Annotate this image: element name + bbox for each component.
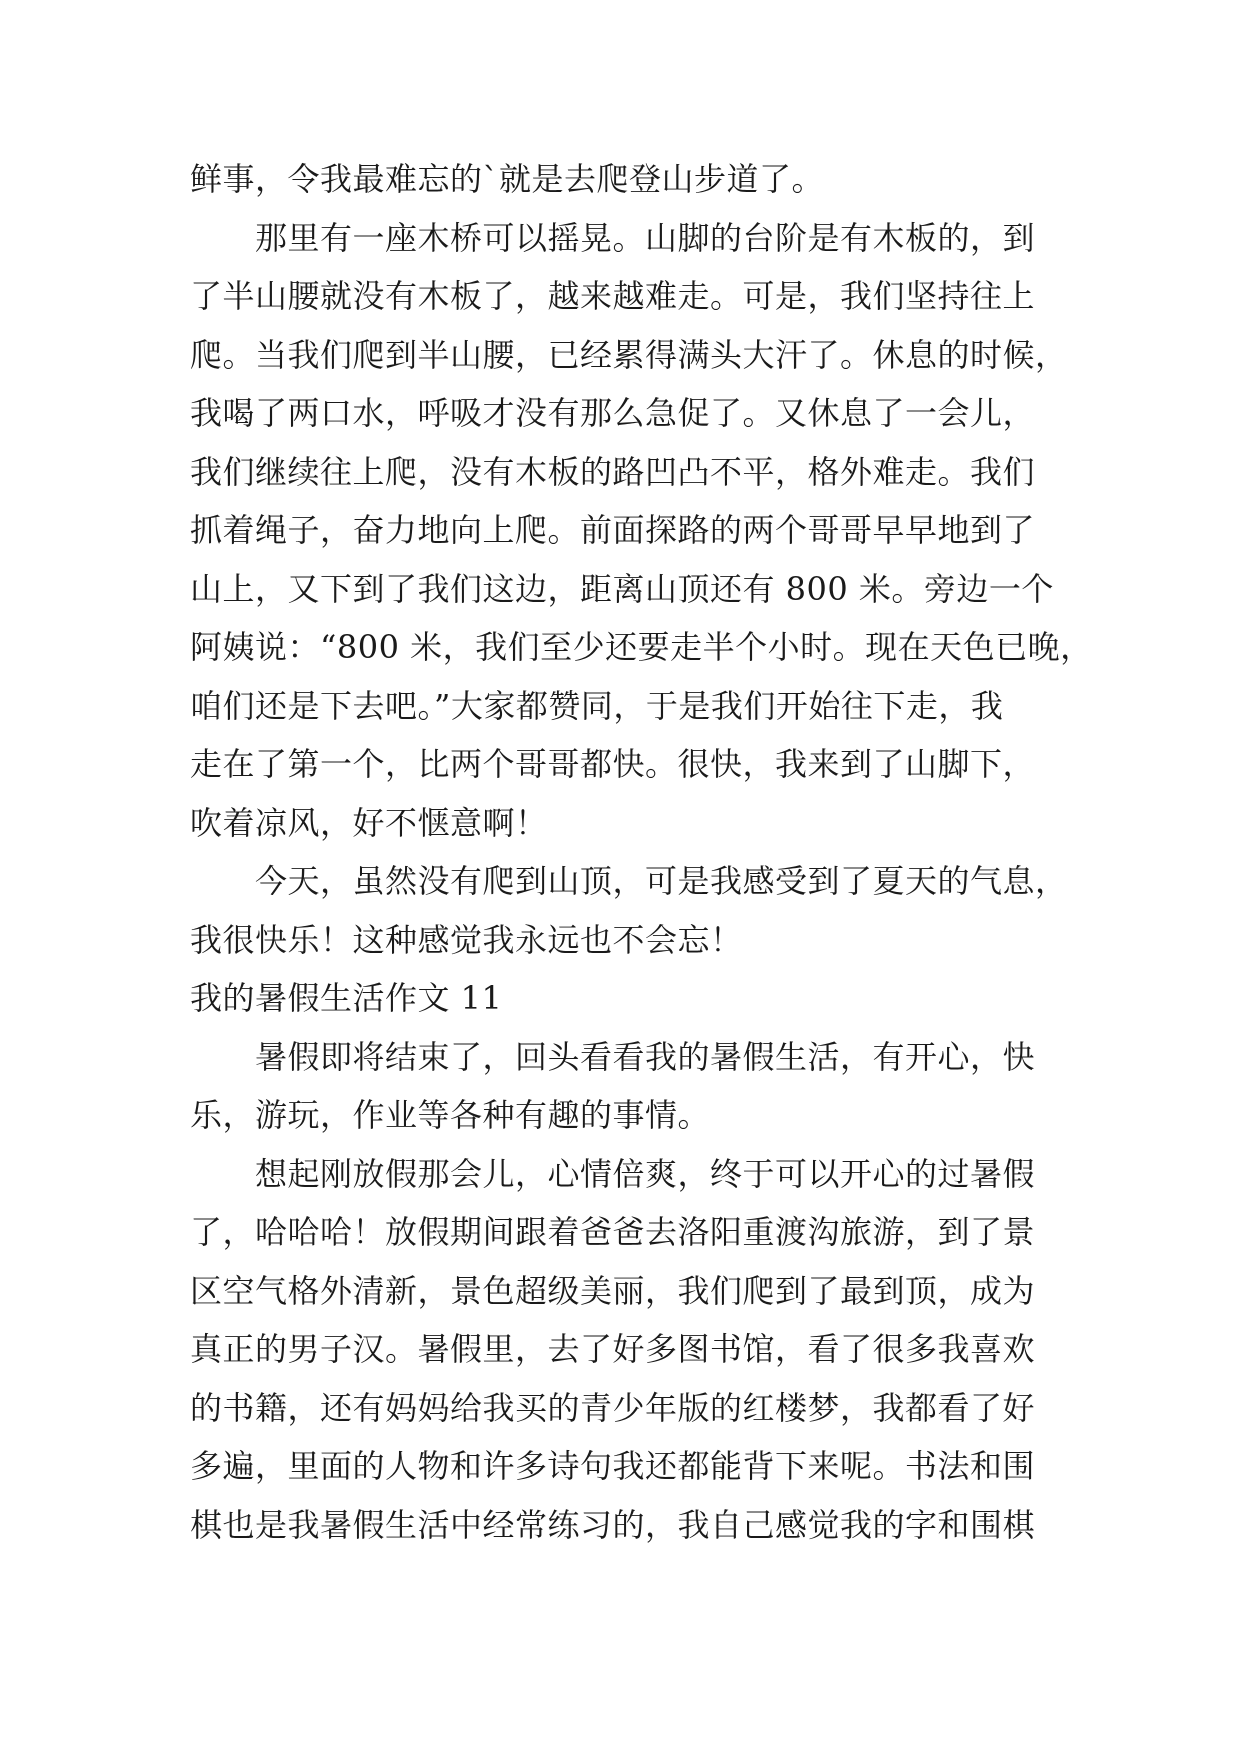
text-line: 爬。当我们爬到半山腰，已经累得满头大汗了。休息的时候，	[190, 335, 1068, 374]
text-line: 了，哈哈哈！放假期间跟着爸爸去洛阳重渡沟旅游，到了景	[190, 1213, 1036, 1251]
text-line: 阿姨说：“800 米，我们至少还要走半个小时。现在天色已晚，	[190, 628, 1093, 666]
text-line: 鲜事，令我最难忘的`就是去爬登山步道了。	[190, 160, 825, 198]
text-line: 咱们还是下去吧。”大家都赞同，于是我们开始往下走，我	[190, 686, 1004, 725]
text-line: 的书籍，还有妈妈给我买的青少年版的红楼梦，我都看了好	[190, 1388, 1036, 1427]
document-body	[190, 150, 1093, 1554]
text-line: 想起刚放假那会儿，心情倍爽，终于可以开心的过暑假	[190, 1154, 1036, 1193]
text-line: 棋也是我暑假生活中经常练习的，我自己感觉我的字和围棋	[190, 1505, 1036, 1544]
text-line: 我们继续往上爬，没有木板的路凹凸不平，格外难走。我们	[190, 452, 1036, 491]
text-line: 真正的男子汉。暑假里，去了好多图书馆，看了很多我喜欢	[190, 1330, 1036, 1368]
text-line: 区空气格外清新，景色超级美丽，我们爬到了最到顶，成为	[190, 1271, 1036, 1310]
text-line: 了半山腰就没有木板了，越来越难走。可是，我们坚持往上	[190, 277, 1036, 315]
text-line: 我很快乐！这种感觉我永远也不会忘！	[190, 920, 743, 959]
text-line: 乐，游玩，作业等各种有趣的事情。	[190, 1096, 711, 1134]
section-title: 我的暑假生活作文 11	[190, 979, 503, 1017]
text-line: 抓着绳子，奋力地向上爬。前面探路的两个哥哥早早地到了	[190, 511, 1036, 549]
text-line: 多遍，里面的人物和许多诗句我还都能背下来呢。书法和围	[190, 1447, 1036, 1485]
text-line: 暑假即将结束了，回头看看我的暑假生活，有开心，快	[190, 1037, 1036, 1076]
text-line: 吹着凉风，好不惬意啊！	[190, 803, 548, 842]
text-line: 那里有一座木桥可以摇晃。山脚的台阶是有木板的，到	[190, 218, 1036, 257]
text-line: 我喝了两口水，呼吸才没有那么急促了。又休息了一会儿，	[190, 394, 1036, 432]
text-line: 走在了第一个，比两个哥哥都快。很快，我来到了山脚下，	[190, 745, 1036, 783]
text-line: 山上，又下到了我们这边，距离山顶还有 800 米。旁边一个	[190, 569, 1054, 608]
text-line: 今天，虽然没有爬到山顶，可是我感受到了夏天的气息，	[190, 862, 1068, 900]
